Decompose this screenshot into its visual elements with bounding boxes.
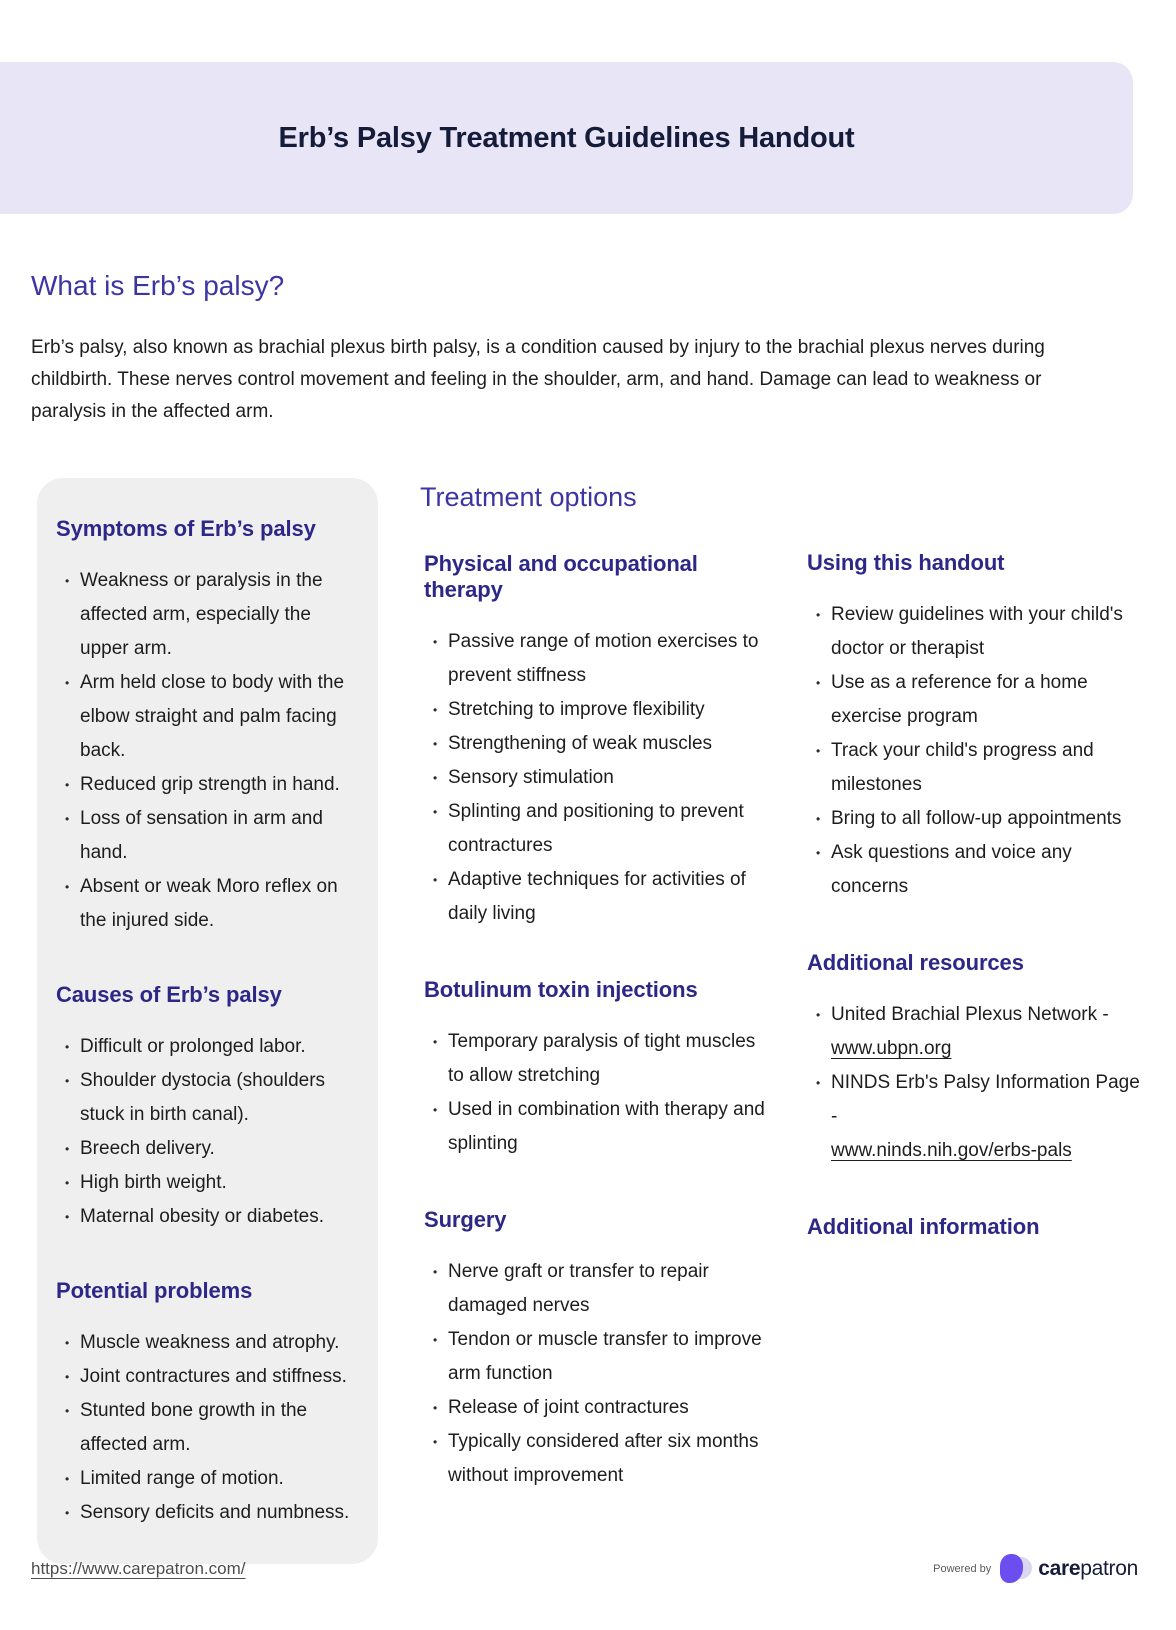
list-item <box>62 1394 360 1462</box>
bullet-icon: • <box>816 1075 821 1090</box>
list-item-text: Loss of sensation in arm and hand. <box>80 807 323 863</box>
using-handout-section <box>803 550 1145 904</box>
list-item <box>62 1462 360 1496</box>
resource-label: NINDS Erb's Palsy Information Page - <box>831 1071 1140 1127</box>
carepatron-logo-icon <box>1000 1554 1032 1584</box>
list-item-text: Shoulder dystocia (shoulders stuck in birth canal). <box>80 1069 326 1125</box>
list-item <box>430 1093 772 1161</box>
list-item-text: High birth weight. <box>80 1171 227 1193</box>
treatment-column <box>420 478 772 1493</box>
list-item-text: Arm held close to body with the elbow straight and palm facing back. <box>80 671 345 761</box>
bullet-icon: • <box>433 770 438 785</box>
intro-paragraph: Erb’s palsy, also known as brachial plexus birth palsy, is a condition caused by injury to the brachial plexus nerves during childbirth. These nerves control movement and feeling in the shoulder, arm, and hand. Damage can lead to weakness or paralysis in the affected arm. <box>31 337 1045 422</box>
list-item-text: Bring to all follow-up appointments <box>831 807 1122 829</box>
resource-link[interactable]: www.ninds.nih.gov/erbs-pals <box>831 1139 1072 1161</box>
bullet-icon: • <box>816 1007 821 1022</box>
list-item <box>62 1030 360 1064</box>
list-item <box>62 1200 360 1234</box>
bullet-icon: • <box>433 1332 438 1347</box>
additional-resources-section <box>803 950 1145 1168</box>
list-item-text: Weakness or paralysis in the affected arm, especially the upper arm. <box>80 569 323 659</box>
symptoms-section <box>56 516 360 938</box>
list-item <box>62 1166 360 1200</box>
list-item <box>430 795 772 863</box>
potential-problems-heading: Potential problems <box>56 1277 253 1303</box>
treatment-options-heading: Treatment options <box>420 481 637 512</box>
carepatron-url-link[interactable]: https://www.carepatron.com/ <box>31 1559 246 1578</box>
list-item-text: Absent or weak Moro reflex on the injured side. <box>80 875 338 931</box>
list-item-text: Adaptive techniques for activities of daily living <box>448 868 746 924</box>
additional-resources-list <box>803 998 1145 1168</box>
bullet-icon: • <box>816 845 821 860</box>
list-item-text: Use as a reference for a home exercise program <box>831 671 1088 727</box>
list-item <box>430 863 772 931</box>
bullet-icon: • <box>65 675 70 690</box>
document-title: Erb’s Palsy Treatment Guidelines Handout <box>278 121 855 154</box>
bullet-icon: • <box>816 811 821 826</box>
bullet-icon: • <box>65 879 70 894</box>
potential-problems-list <box>56 1326 360 1530</box>
list-item <box>62 1326 360 1360</box>
list-item <box>430 1425 772 1493</box>
bullet-icon: • <box>65 1209 70 1224</box>
list-item-text: Muscle weakness and atrophy. <box>80 1331 340 1353</box>
using-handout-list <box>803 598 1145 904</box>
list-item <box>62 768 360 802</box>
list-item <box>430 693 772 727</box>
bullet-icon: • <box>65 1335 70 1350</box>
additional-information-heading: Additional information <box>807 1213 1040 1239</box>
physical-therapy-section <box>420 551 772 931</box>
list-item-text: Stunted bone growth in the affected arm. <box>80 1399 308 1455</box>
list-item <box>430 1323 772 1391</box>
botulinum-list <box>420 1025 772 1161</box>
resource-label: United Brachial Plexus Network - <box>831 1003 1109 1025</box>
bullet-icon: • <box>65 1505 70 1520</box>
list-item-text: Splinting and positioning to prevent contractures <box>448 800 744 856</box>
list-item-text: Maternal obesity or diabetes. <box>80 1205 324 1227</box>
content-columns <box>37 478 1176 1564</box>
bullet-icon: • <box>65 1039 70 1054</box>
bullet-icon: • <box>433 872 438 887</box>
bullet-icon: • <box>65 1471 70 1486</box>
list-item-text: Breech delivery. <box>80 1137 215 1159</box>
list-item <box>430 1255 772 1323</box>
list-item <box>813 598 1145 666</box>
list-item <box>62 1360 360 1394</box>
list-item-text: Ask questions and voice any concerns <box>831 841 1072 897</box>
brand-care: care <box>1038 1557 1081 1580</box>
additional-resources-heading: Additional resources <box>807 949 1024 975</box>
list-item <box>430 1025 772 1093</box>
page-footer <box>31 1554 1138 1584</box>
bullet-icon: • <box>433 736 438 751</box>
causes-section <box>56 982 360 1234</box>
bullet-icon: • <box>433 634 438 649</box>
list-item-text: Track your child's progress and milestones <box>831 739 1094 795</box>
overview-panel <box>37 478 378 1564</box>
list-item <box>813 666 1145 734</box>
list-item-text: Sensory deficits and numbness. <box>80 1501 350 1523</box>
surgery-list <box>420 1255 772 1493</box>
powered-by-brand <box>933 1554 1138 1584</box>
list-item-text: Tendon or muscle transfer to improve arm function <box>448 1328 762 1384</box>
header-band <box>0 62 1133 214</box>
botulinum-heading: Botulinum toxin injections <box>424 976 698 1002</box>
bullet-icon: • <box>65 1175 70 1190</box>
list-item <box>430 1391 772 1425</box>
causes-heading: Causes of Erb’s palsy <box>56 981 282 1007</box>
list-item <box>62 564 360 666</box>
list-item <box>430 727 772 761</box>
resource-link[interactable]: www.ubpn.org <box>831 1037 952 1059</box>
list-item <box>62 666 360 768</box>
list-item-text: Limited range of motion. <box>80 1467 284 1489</box>
botulinum-section <box>420 977 772 1161</box>
bullet-icon: • <box>433 1034 438 1049</box>
bullet-icon: • <box>65 1141 70 1156</box>
list-item-text: Release of joint contractures <box>448 1396 689 1418</box>
surgery-heading: Surgery <box>424 1206 507 1232</box>
bullet-icon: • <box>433 1264 438 1279</box>
list-item-text <box>831 998 1145 1066</box>
list-item <box>430 625 772 693</box>
bullet-icon: • <box>433 1102 438 1117</box>
list-item-text: Used in combination with therapy and splinting <box>448 1098 765 1154</box>
bullet-icon: • <box>65 1073 70 1088</box>
list-item-text: Sensory stimulation <box>448 766 614 788</box>
bullet-icon: • <box>433 702 438 717</box>
list-item <box>62 1064 360 1132</box>
list-item <box>813 1066 1145 1168</box>
list-item <box>813 836 1145 904</box>
list-item-text: Joint contractures and stiffness. <box>80 1365 347 1387</box>
list-item-text: Reduced grip strength in hand. <box>80 773 340 795</box>
bullet-icon: • <box>65 811 70 826</box>
using-handout-heading: Using this handout <box>807 549 1005 575</box>
list-item <box>813 734 1145 802</box>
intro-section <box>31 270 1145 428</box>
bullet-icon: • <box>816 743 821 758</box>
list-item-text: Strengthening of weak muscles <box>448 732 713 754</box>
bullet-icon: • <box>65 1403 70 1418</box>
causes-list <box>56 1030 360 1234</box>
bullet-icon: • <box>816 675 821 690</box>
guidance-column <box>803 478 1145 1262</box>
list-item-text: Typically considered after six months without improvement <box>448 1430 759 1486</box>
list-item-text: Temporary paralysis of tight muscles to allow stretching <box>448 1030 756 1086</box>
bullet-icon: • <box>433 1400 438 1415</box>
list-item-text <box>831 1066 1145 1168</box>
powered-by-label: Powered by <box>933 1563 992 1575</box>
list-item <box>813 802 1145 836</box>
list-item-text: Nerve graft or transfer to repair damaged nerves <box>448 1260 709 1316</box>
bullet-icon: • <box>433 804 438 819</box>
additional-information-section <box>803 1214 1145 1240</box>
list-item-text: Stretching to improve flexibility <box>448 698 705 720</box>
bullet-icon: • <box>65 573 70 588</box>
intro-heading: What is Erb’s palsy? <box>31 270 285 301</box>
list-item <box>62 802 360 870</box>
surgery-section <box>420 1207 772 1493</box>
list-item-text: Review guidelines with your child's doctor or therapist <box>831 603 1123 659</box>
list-item <box>430 761 772 795</box>
physical-therapy-heading: Physical and occupational therapy <box>424 550 698 602</box>
symptoms-list <box>56 564 360 938</box>
list-item <box>62 1132 360 1166</box>
list-item <box>62 870 360 938</box>
bullet-icon: • <box>65 777 70 792</box>
physical-therapy-list <box>420 625 772 931</box>
brand-wordmark <box>1038 1557 1138 1581</box>
bullet-icon: • <box>65 1369 70 1384</box>
bullet-icon: • <box>816 607 821 622</box>
list-item-text: Passive range of motion exercises to prevent stiffness <box>448 630 759 686</box>
bullet-icon: • <box>433 1434 438 1449</box>
potential-problems-section <box>56 1278 360 1530</box>
brand-patron: patron <box>1080 1557 1138 1580</box>
list-item <box>813 998 1145 1066</box>
symptoms-heading: Symptoms of Erb’s palsy <box>56 515 316 541</box>
list-item-text: Difficult or prolonged labor. <box>80 1035 306 1057</box>
list-item <box>62 1496 360 1530</box>
